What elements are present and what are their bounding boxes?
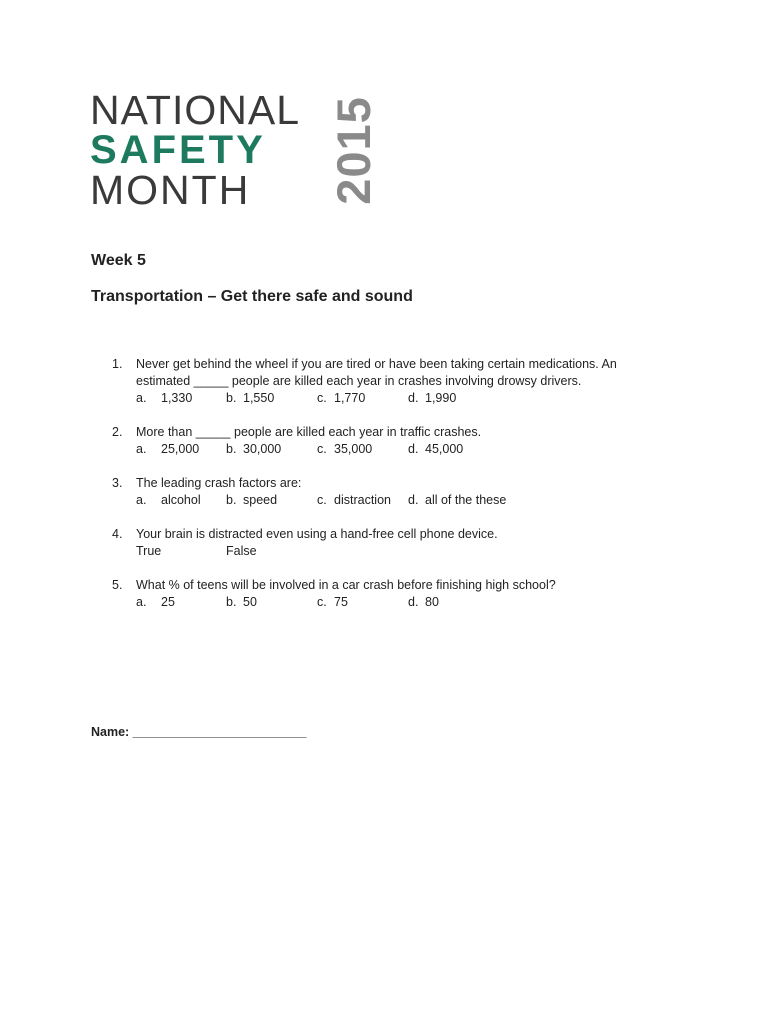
option-value: 25 <box>161 595 175 609</box>
option-letter: a. <box>136 391 147 405</box>
option-d <box>408 492 506 509</box>
option-a <box>136 594 175 611</box>
question-1 <box>112 356 672 407</box>
question-text: Your brain is distracted even using a hand-free cell phone device. <box>136 527 498 541</box>
option-letter: b. <box>226 595 237 609</box>
option-letter: b. <box>226 442 237 456</box>
question-5 <box>112 577 672 611</box>
option-letter: c. <box>317 493 327 507</box>
option-letter: a. <box>136 493 147 507</box>
option-b <box>226 594 257 611</box>
option-value: 50 <box>243 595 257 609</box>
option-a <box>136 390 192 407</box>
question-text: Never get behind the wheel if you are tired or have been taking certain medications. An estimated _____ people are killed each year in crashes involving drowsy drivers. <box>136 357 617 388</box>
option-c <box>317 441 372 458</box>
question-text: The leading crash factors are: <box>136 476 302 490</box>
option-value: distraction <box>334 493 391 507</box>
option-letter: b. <box>226 493 237 507</box>
question-number: 2. <box>112 425 123 439</box>
option-value: 45,000 <box>425 442 464 456</box>
answer-options <box>136 441 672 458</box>
name-field: Name: _________________________ <box>91 725 307 739</box>
question-number: 4. <box>112 527 123 541</box>
option-letter: c. <box>317 391 327 405</box>
option-c <box>317 594 348 611</box>
option-c <box>317 492 391 509</box>
page-subtitle: Transportation – Get there safe and sound <box>91 288 413 305</box>
option-d <box>408 390 456 407</box>
option-value: speed <box>243 493 278 507</box>
option-letter: c. <box>317 595 327 609</box>
question-list <box>112 356 672 628</box>
question-text: What % of teens will be involved in a car crash before finishing high school? <box>136 578 556 592</box>
option-value: 75 <box>334 595 348 609</box>
option-true: True <box>136 544 162 558</box>
option-a <box>136 492 201 509</box>
option-value: all of the these <box>425 493 507 507</box>
logo-line-national: NATIONAL <box>90 87 300 133</box>
option-value: 25,000 <box>161 442 200 456</box>
option-letter: b. <box>226 391 237 405</box>
question-2 <box>112 424 672 458</box>
option-value: 30,000 <box>243 442 282 456</box>
option-d <box>408 441 463 458</box>
logo-year-text: 2015 <box>326 95 380 205</box>
option-letter: d. <box>408 493 419 507</box>
option-letter: a. <box>136 595 147 609</box>
answer-options <box>136 594 672 611</box>
option-value: 1,330 <box>161 391 193 405</box>
option-c <box>317 390 365 407</box>
option-b <box>226 390 274 407</box>
question-text: More than _____ people are killed each year in traffic crashes. <box>136 425 482 439</box>
week-heading: Week 5 <box>91 252 146 269</box>
option-b <box>226 492 277 509</box>
option-letter: d. <box>408 595 419 609</box>
logo-year <box>294 90 412 210</box>
logo-line-month: MONTH <box>90 167 251 213</box>
option-letter: d. <box>408 391 419 405</box>
option-b <box>226 441 281 458</box>
option-value: 1,770 <box>334 391 366 405</box>
option-value: 1,990 <box>425 391 457 405</box>
national-safety-month-logo <box>90 87 380 213</box>
option-value: 80 <box>425 595 439 609</box>
question-number: 1. <box>112 357 123 371</box>
option-letter: d. <box>408 442 419 456</box>
answer-options <box>136 543 672 560</box>
question-4 <box>112 526 672 560</box>
question-number: 5. <box>112 578 123 592</box>
option-false: False <box>226 544 257 558</box>
option-value: 1,550 <box>243 391 275 405</box>
answer-options <box>136 390 672 407</box>
option-value: alcohol <box>161 493 201 507</box>
question-3 <box>112 475 672 509</box>
answer-options <box>136 492 672 509</box>
option-d <box>408 594 439 611</box>
logo-line-safety: SAFETY <box>90 128 266 172</box>
question-number: 3. <box>112 476 123 490</box>
option-letter: a. <box>136 442 147 456</box>
option-letter: c. <box>317 442 327 456</box>
option-value: 35,000 <box>334 442 373 456</box>
option-a <box>136 441 199 458</box>
